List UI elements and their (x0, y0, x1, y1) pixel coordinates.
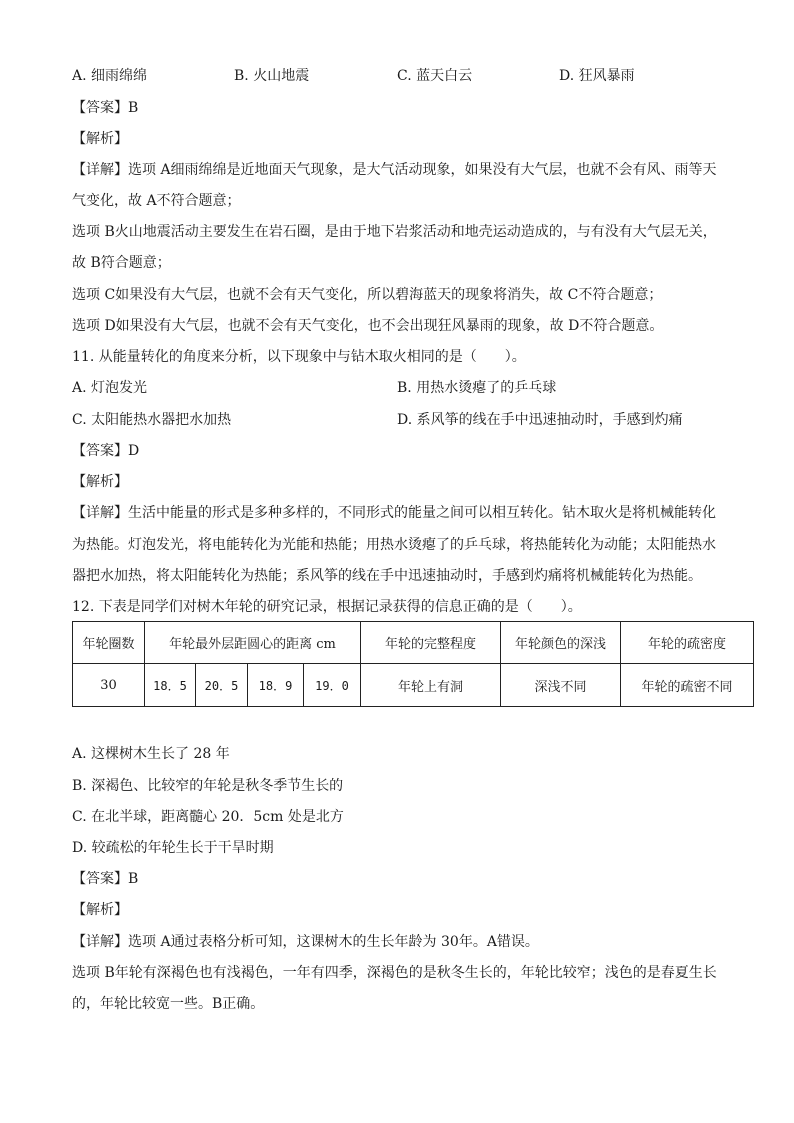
q11-detail-line: 器把水加热，将太阳能转化为热能；系风筝的线在手中迅速抽动时，手感到灼痛将机械能转化为热能。 (72, 568, 702, 584)
q10-detail-line: 气变化，故 A不符合题意； (72, 193, 241, 209)
q10-options (72, 66, 752, 86)
q10-detail-line: 选项 B火山地震活动主要发生在岩石圈，是由于地下岩浆活动和地壳运动造成的，与有没有大气层无关， (72, 224, 717, 240)
q10-option-c: C. 蓝天白云 (397, 68, 473, 84)
q10-option-d: D. 狂风暴雨 (559, 68, 635, 84)
header-color-depth: 年轮颜色的深浅 (501, 622, 621, 664)
header-outer-distance: 年轮最外层距圆心的距离 cm (145, 622, 361, 664)
q11-analysis: 【解析】 (72, 474, 128, 490)
q11-option-a: A. 灯泡发光 (72, 380, 148, 396)
q10-detail-line: 选项 C如果没有大气层，也就不会有天气变化，所以碧海蓝天的现象将消失，故 C不符合题意； (72, 287, 663, 303)
cell-distance: 20．5 (196, 664, 248, 707)
q12-option-a: A. 这棵树木生长了 28 年 (72, 746, 230, 762)
q11-answer: 【答案】D (72, 443, 140, 459)
q12-detail-line: 选项 B年轮有深褐色也有浅褐色，一年有四季，深褐色的是秋冬生长的，年轮比较窄；浅色的是春夏生长 (72, 965, 717, 981)
q12-detail-line: 的，年轮比较宽一些。B正确。 (72, 996, 265, 1012)
q11-options-row-1 (72, 378, 752, 398)
q10-option-a: A. 细雨绵绵 (72, 68, 148, 84)
q11-detail-line: 为热能。灯泡发光，将电能转化为光能和热能；用热水烫瘪了的乒乓球，将热能转化为动能；太阳能热水 (72, 537, 716, 553)
table-header-row (73, 622, 754, 664)
q12-option-b: B. 深褐色、比较窄的年轮是秋冬季节生长的 (72, 778, 344, 794)
q12-answer: 【答案】B (72, 871, 139, 887)
q12-analysis: 【解析】 (72, 902, 128, 918)
header-density: 年轮的疏密度 (621, 622, 754, 664)
q12-detail-line: 【详解】选项 A通过表格分析可知，这课树木的生长年龄为 30年。A错误。 (72, 934, 539, 950)
cell-distance: 18．5 (145, 664, 196, 707)
q10-detail-line: 选项 D如果没有大气层，也就不会有天气变化，也不会出现狂风暴雨的现象，故 D不符合题意。 (72, 318, 664, 334)
header-ring-count: 年轮圈数 (73, 622, 145, 664)
q10-answer: 【答案】B (72, 100, 139, 116)
q11-detail-line: 【详解】生活中能量的形式是多种多样的，不同形式的能量之间可以相互转化。钻木取火是将机械能转化 (72, 505, 716, 521)
q12-question: 12. 下表是同学们对树木年轮的研究记录，根据记录获得的信息正确的是（ ）。 (72, 599, 582, 615)
q11-option-b: B. 用热水烫瘪了的乒乓球 (397, 380, 557, 396)
tree-ring-table (72, 621, 754, 707)
q12-option-c: C. 在北半球，距离髓心 20．5cm 处是北方 (72, 809, 344, 825)
q10-option-b: B. 火山地震 (234, 68, 310, 84)
q11-question: 11. 从能量转化的角度来分析，以下现象中与钻木取火相同的是（ ）。 (72, 349, 526, 365)
q11-options-row-2 (72, 410, 752, 430)
header-completeness: 年轮的完整程度 (361, 622, 501, 664)
cell-ring-count: 30 (73, 664, 145, 707)
q11-option-d: D. 系风筝的线在手中迅速抽动时，手感到灼痛 (397, 412, 683, 428)
q12-option-d: D. 较疏松的年轮生长于干旱时期 (72, 840, 274, 856)
cell-distance: 18．9 (248, 664, 304, 707)
table-row (73, 664, 754, 707)
cell-completeness: 年轮上有洞 (361, 664, 501, 707)
cell-color-depth: 深浅不同 (501, 664, 621, 707)
cell-distance: 19．0 (304, 664, 361, 707)
q10-detail-line: 故 B符合题意； (72, 255, 171, 271)
q11-option-c: C. 太阳能热水器把水加热 (72, 412, 232, 428)
cell-density: 年轮的疏密不同 (621, 664, 754, 707)
q10-detail-line: 【详解】选项 A细雨绵绵是近地面天气现象，是大气活动现象，如果没有大气层，也就不会有风、雨等天 (72, 162, 717, 178)
q10-analysis: 【解析】 (72, 131, 128, 147)
